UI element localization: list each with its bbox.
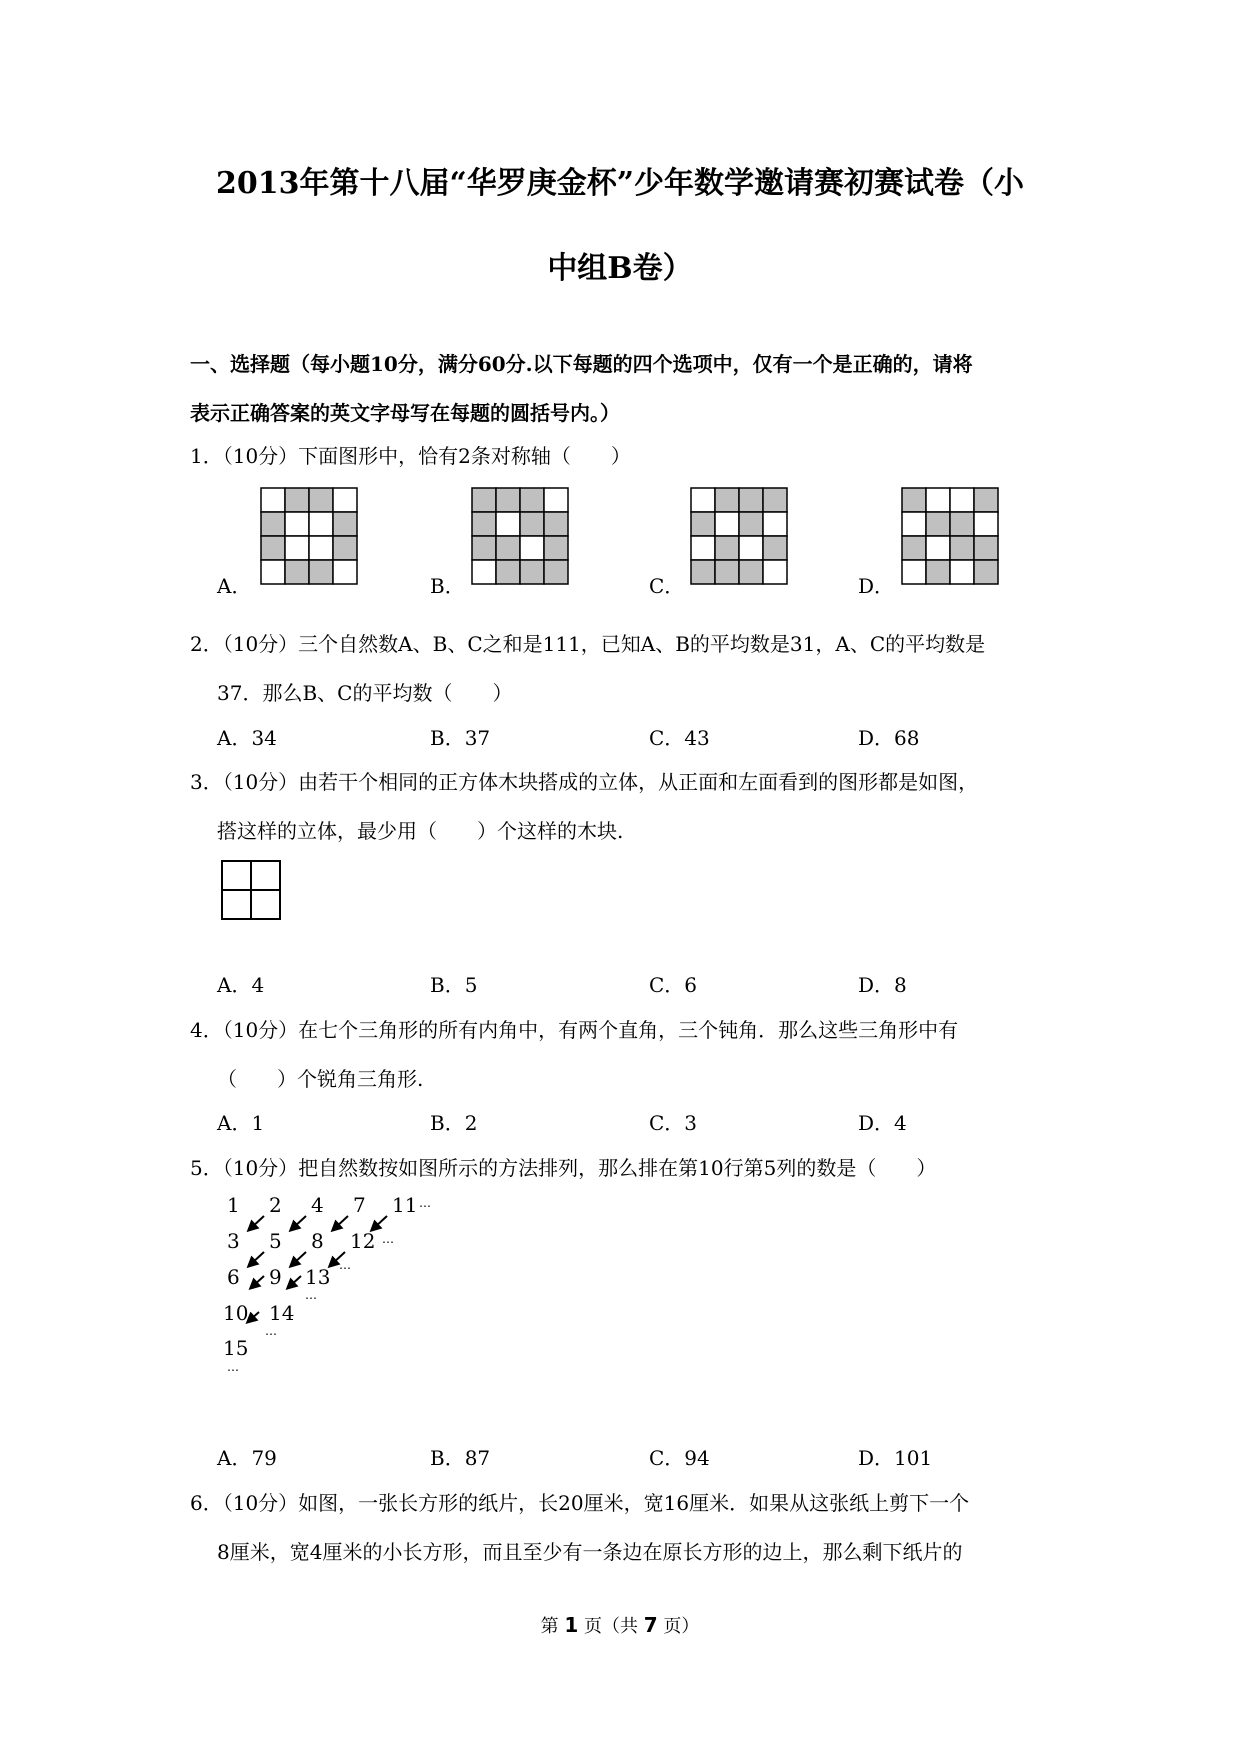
section-heading: 一、选择题（每小题10分，满分60分.以下每题的四个选项中，仅有一个是正确的，请将 bbox=[190, 352, 973, 376]
grid-cell bbox=[472, 512, 496, 536]
tri-num-8: 8 bbox=[311, 1229, 324, 1253]
grid-cell bbox=[261, 560, 285, 584]
q3-option-c: C．6 bbox=[649, 973, 698, 997]
tri-num-4: 4 bbox=[311, 1193, 324, 1217]
question-4-stem-continued: （ ）个锐角三角形. bbox=[217, 1067, 424, 1091]
grid-cell bbox=[285, 560, 309, 584]
question-4-stem: 4．（10分）在七个三角形的所有内角中，有两个直角，三个钝角．那么这些三角形中有 bbox=[190, 1018, 959, 1042]
grid-cell bbox=[285, 536, 309, 560]
grid-cell bbox=[950, 512, 974, 536]
tri-num-2: 2 bbox=[269, 1193, 282, 1217]
grid-cell bbox=[309, 536, 333, 560]
tri-num-1: 1 bbox=[227, 1193, 240, 1217]
grid-cell bbox=[926, 560, 950, 584]
footer-prefix: 第 bbox=[540, 1616, 565, 1637]
grid-cell bbox=[261, 512, 285, 536]
grid-cell bbox=[763, 488, 787, 512]
q2-option-a: A．34 bbox=[217, 726, 277, 750]
tri-num-14: 14 bbox=[269, 1301, 295, 1325]
grid-cell bbox=[544, 512, 568, 536]
q1-grid-c bbox=[690, 487, 788, 585]
q2-option-b: B．37 bbox=[430, 726, 491, 750]
grid-cell bbox=[715, 560, 739, 584]
q3-option-d: D．8 bbox=[858, 973, 907, 997]
grid-cell bbox=[926, 488, 950, 512]
grid-cell bbox=[520, 536, 544, 560]
footer-page-number: 1 bbox=[564, 1613, 579, 1637]
grid-cell bbox=[739, 488, 763, 512]
q5-number-triangle bbox=[215, 1192, 431, 1397]
grid-cell bbox=[496, 488, 520, 512]
question-5-stem: 5．（10分）把自然数按如图所示的方法排列，那么排在第10行第5列的数是（ ） bbox=[190, 1156, 937, 1180]
grid-cell bbox=[974, 512, 998, 536]
q3-option-b: B．5 bbox=[430, 973, 478, 997]
q1-grid-b bbox=[471, 487, 569, 585]
question-1-stem: 1．（10分）下面图形中，恰有2条对称轴（ ） bbox=[190, 444, 631, 468]
grid-cell bbox=[333, 536, 357, 560]
q5-option-b: B．87 bbox=[430, 1446, 491, 1470]
grid-cell bbox=[739, 512, 763, 536]
grid-cell bbox=[544, 560, 568, 584]
question-6-stem-continued: 8厘米，宽4厘米的小长方形，而且至少有一条边在原长方形的边上，那么剩下纸片的 bbox=[217, 1540, 963, 1564]
grid-cell bbox=[763, 512, 787, 536]
question-2-stem: 2．（10分）三个自然数A、B、C之和是111，已知A、B的平均数是31，A、C的平均数是 bbox=[190, 632, 986, 656]
grid-cell bbox=[285, 512, 309, 536]
ellipsis: ⋯ bbox=[419, 1199, 431, 1213]
q3-view-figure bbox=[221, 860, 283, 922]
grid-cell bbox=[472, 560, 496, 584]
grid-cell bbox=[261, 488, 285, 512]
q4-option-d: D．4 bbox=[858, 1111, 907, 1135]
grid-cell bbox=[261, 536, 285, 560]
q4-option-a: A．1 bbox=[217, 1111, 265, 1135]
q1-option-c-label: C． bbox=[649, 574, 685, 598]
q1-option-a-label: A． bbox=[217, 574, 252, 598]
svg-text:⋯: ⋯ bbox=[382, 1235, 394, 1249]
grid-cell bbox=[739, 560, 763, 584]
grid-cell bbox=[472, 488, 496, 512]
grid-cell bbox=[544, 488, 568, 512]
q1-option-b-label: B． bbox=[430, 574, 465, 598]
grid-cell bbox=[691, 560, 715, 584]
grid-cell bbox=[950, 560, 974, 584]
grid-cell bbox=[309, 560, 333, 584]
footer-total-pages: 7 bbox=[643, 1613, 658, 1637]
question-3-stem: 3．（10分）由若干个相同的正方体木块搭成的立体，从正面和左面看到的图形都是如图， bbox=[190, 770, 979, 794]
q3-option-a: A．4 bbox=[217, 973, 265, 997]
svg-text:⋯: ⋯ bbox=[227, 1363, 239, 1377]
grid-cell bbox=[309, 488, 333, 512]
grid-cell bbox=[496, 536, 520, 560]
grid-cell bbox=[333, 488, 357, 512]
section-heading-continued: 表示正确答案的英文字母写在每题的圆括号内。） bbox=[190, 401, 620, 425]
grid-cell bbox=[926, 536, 950, 560]
grid-cell bbox=[902, 488, 926, 512]
grid-cell bbox=[520, 488, 544, 512]
grid-cell bbox=[902, 560, 926, 584]
grid-cell bbox=[715, 536, 739, 560]
grid-cell bbox=[496, 560, 520, 584]
grid-cell bbox=[333, 512, 357, 536]
q2-option-d: D．68 bbox=[858, 726, 920, 750]
grid-cell bbox=[902, 536, 926, 560]
q5-option-c: C．94 bbox=[649, 1446, 710, 1470]
svg-text:⋯: ⋯ bbox=[339, 1261, 351, 1275]
grid-cell bbox=[333, 560, 357, 584]
q5-option-a: A．79 bbox=[217, 1446, 277, 1470]
q1-grid-d bbox=[901, 487, 999, 585]
grid-cell bbox=[926, 512, 950, 536]
grid-cell bbox=[974, 560, 998, 584]
grid-cell bbox=[520, 512, 544, 536]
grid-cell bbox=[544, 536, 568, 560]
tri-num-15: 15 bbox=[223, 1336, 249, 1360]
tri-num-10: 10 bbox=[223, 1301, 249, 1325]
tri-num-11: 11 bbox=[392, 1193, 418, 1217]
grid-cell bbox=[763, 560, 787, 584]
footer-suffix: 页） bbox=[657, 1616, 700, 1637]
svg-text:⋯: ⋯ bbox=[265, 1327, 277, 1341]
question-2-stem-continued: 37．那么B、C的平均数（ ） bbox=[217, 681, 513, 705]
grid-cell bbox=[715, 488, 739, 512]
grid-cell bbox=[950, 536, 974, 560]
q2-option-c: C．43 bbox=[649, 726, 710, 750]
grid-cell bbox=[739, 536, 763, 560]
tri-num-3: 3 bbox=[227, 1229, 240, 1253]
svg-text:⋯: ⋯ bbox=[305, 1291, 317, 1305]
grid-cell bbox=[950, 488, 974, 512]
question-3-stem-continued: 搭这样的立体，最少用（ ）个这样的木块. bbox=[217, 819, 624, 843]
page-title-continued: 中组B卷） bbox=[547, 251, 693, 286]
grid-cell bbox=[309, 512, 333, 536]
tri-num-9: 9 bbox=[269, 1265, 282, 1289]
q4-option-b: B．2 bbox=[430, 1111, 478, 1135]
grid-cell bbox=[472, 536, 496, 560]
grid-cell bbox=[974, 536, 998, 560]
tri-num-5: 5 bbox=[269, 1229, 282, 1253]
tri-num-13: 13 bbox=[305, 1265, 331, 1289]
grid-cell bbox=[974, 488, 998, 512]
tri-num-6: 6 bbox=[227, 1265, 240, 1289]
tri-num-7: 7 bbox=[353, 1193, 366, 1217]
grid-cell bbox=[763, 536, 787, 560]
grid-cell bbox=[520, 560, 544, 584]
tri-num-12: 12 bbox=[350, 1229, 376, 1253]
grid-cell bbox=[715, 512, 739, 536]
grid-cell bbox=[691, 512, 715, 536]
footer-middle: 页（共 bbox=[578, 1616, 644, 1637]
q4-option-c: C．3 bbox=[649, 1111, 698, 1135]
question-6-stem: 6．（10分）如图，一张长方形的纸片，长20厘米，宽16厘米．如果从这张纸上剪下一个 bbox=[190, 1491, 970, 1515]
grid-cell bbox=[902, 512, 926, 536]
q1-grid-a bbox=[260, 487, 358, 585]
grid-cell bbox=[691, 488, 715, 512]
page-footer bbox=[0, 1612, 1240, 1638]
q5-option-d: D．101 bbox=[858, 1446, 933, 1470]
q1-option-d-label: D． bbox=[858, 574, 895, 598]
page-title: 2013年第十八届“华罗庚金杯”少年数学邀请赛初赛试卷（小 bbox=[215, 166, 1024, 201]
grid-cell bbox=[285, 488, 309, 512]
grid-cell bbox=[496, 512, 520, 536]
grid-cell bbox=[691, 536, 715, 560]
